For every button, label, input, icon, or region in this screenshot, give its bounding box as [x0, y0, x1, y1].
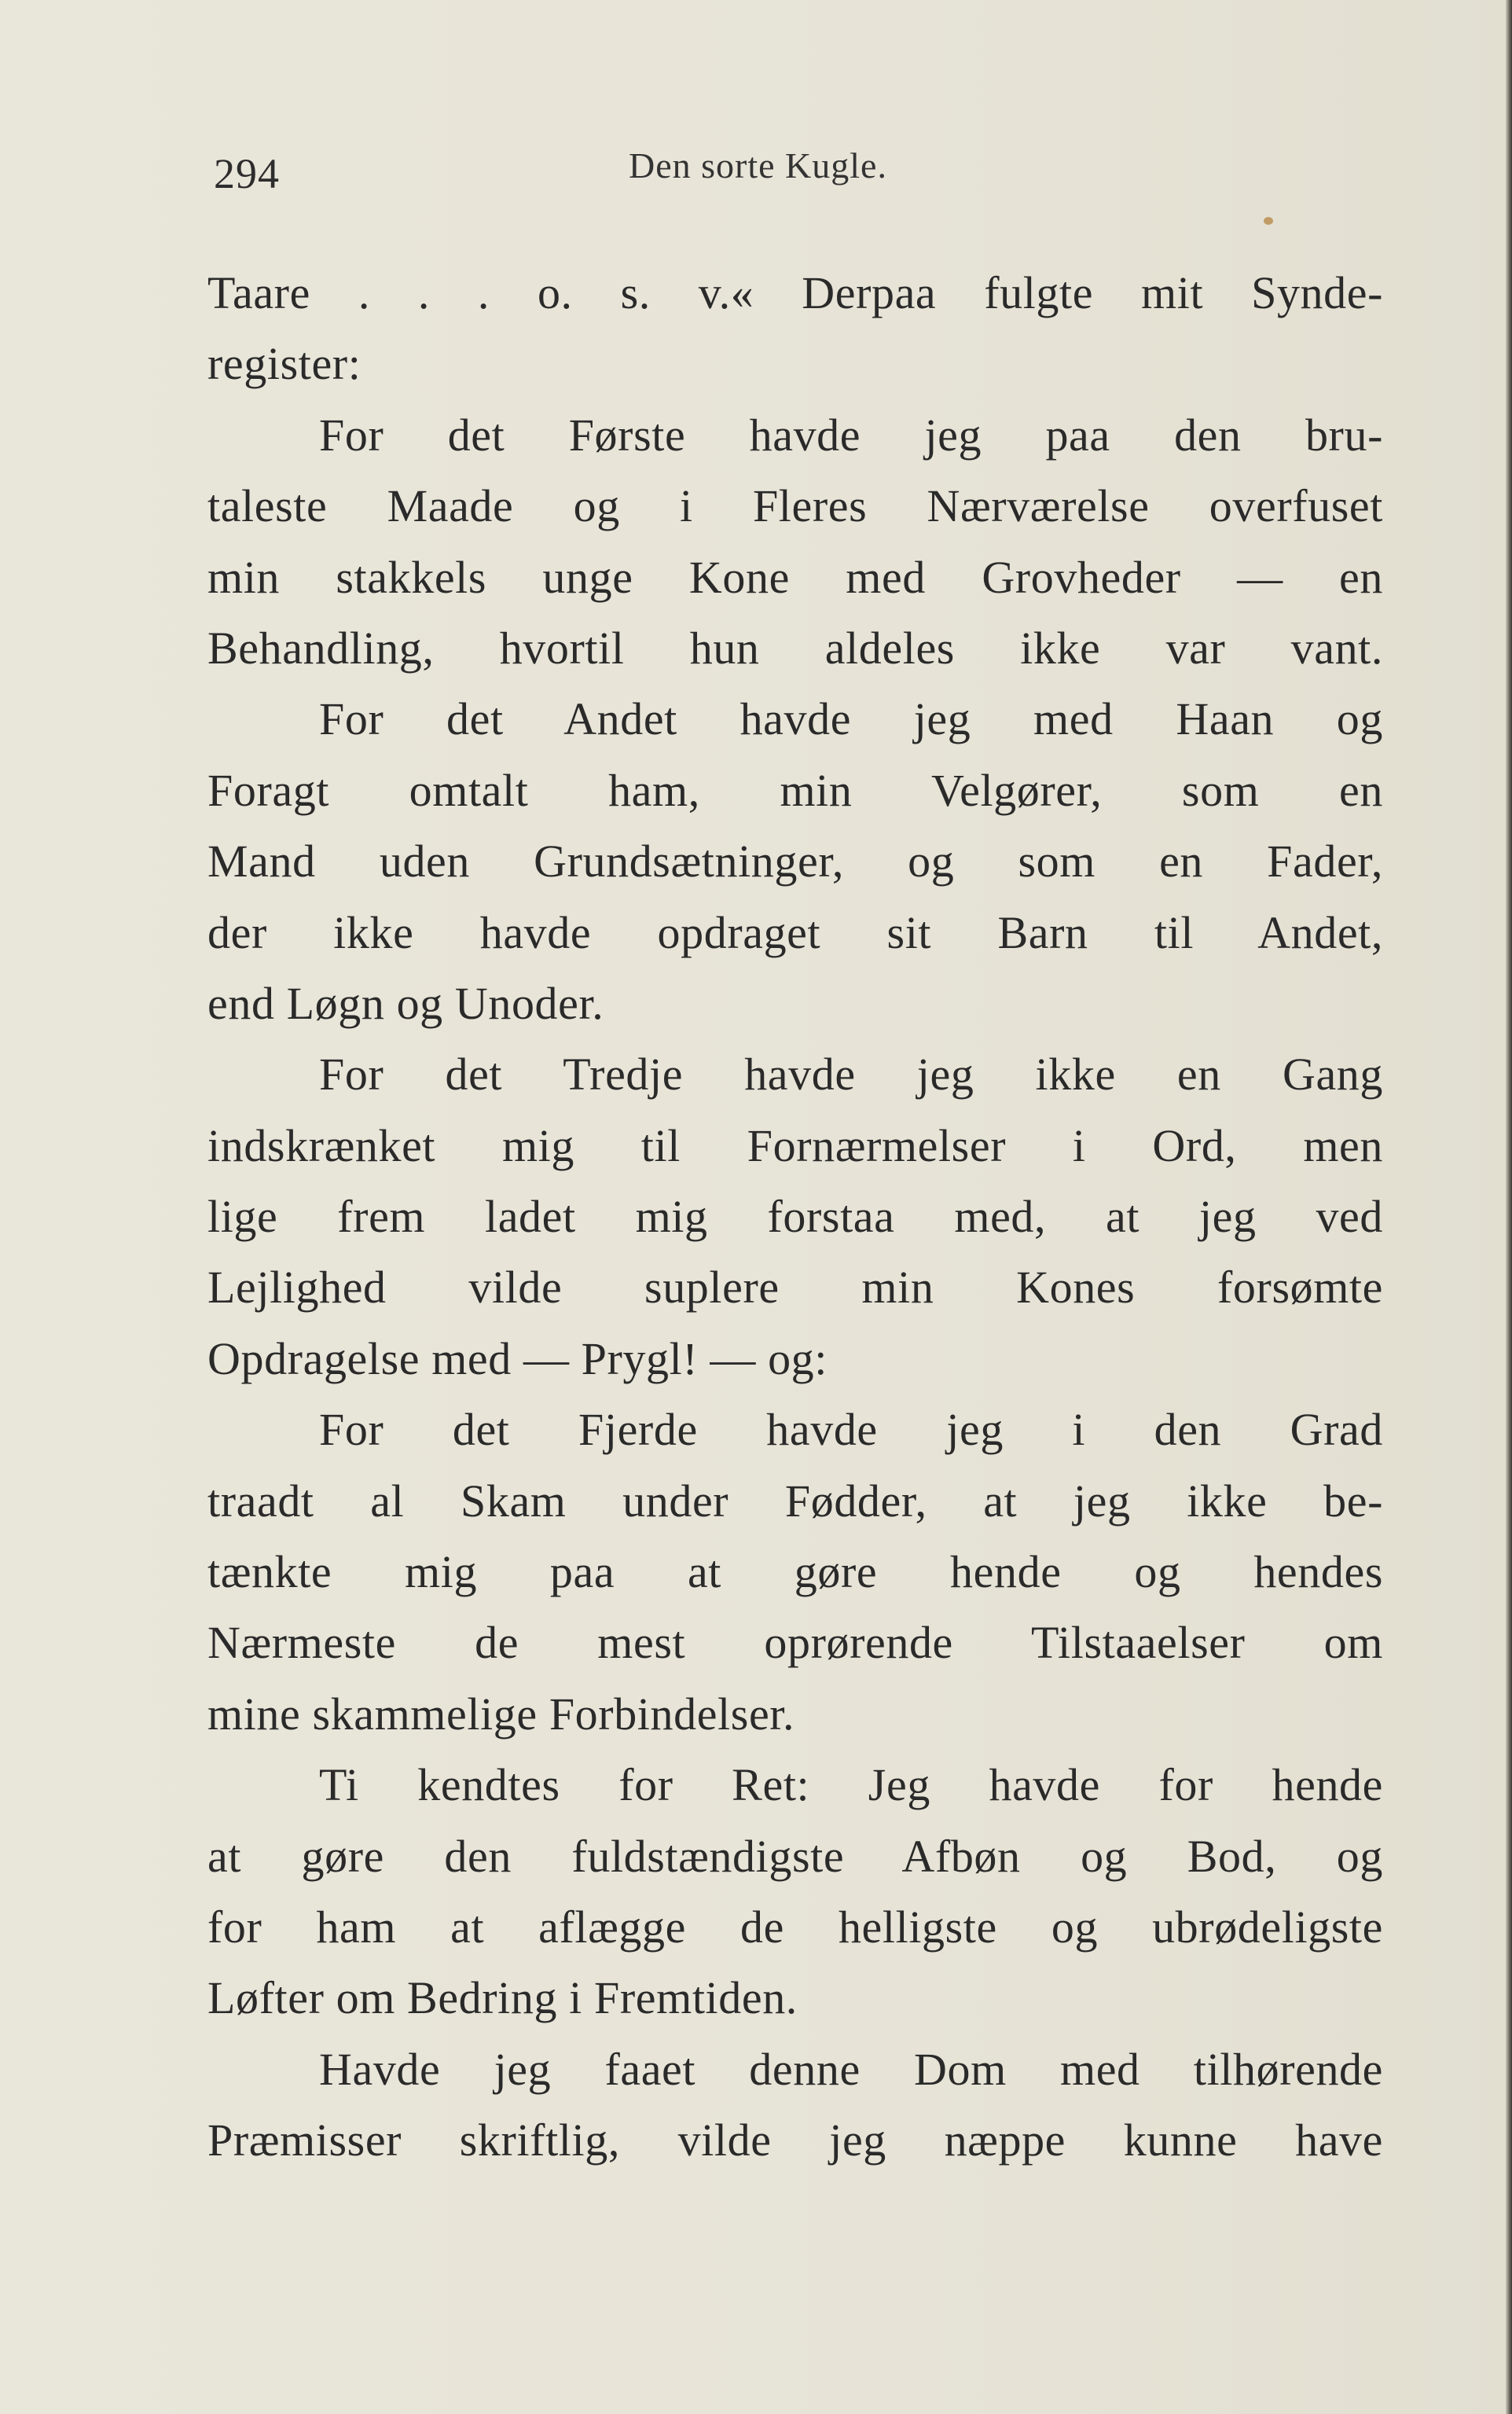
- text-line: Lejlighed vilde suplere min Kones forsømte: [207, 1262, 1383, 1314]
- page-header: [214, 143, 1393, 206]
- text-line: For det Første havde jeg paa den bru-: [319, 409, 1383, 461]
- text-line: Foragt omtalt ham, min Velgører, som en: [207, 764, 1383, 816]
- text-line: traadt al Skam under Fødder, at jeg ikke be-: [207, 1475, 1383, 1527]
- text-line: Præmisser skriftlig, vilde jeg næppe kunne have: [207, 2115, 1383, 2166]
- text-line: Løfter om Bedring i Fremtiden.: [207, 1972, 798, 2024]
- text-line: Mand uden Grundsætninger, og som en Fader,: [207, 836, 1383, 887]
- text-line: tænkte mig paa at gøre hende og hendes: [207, 1546, 1383, 1598]
- text-line: indskrænket mig til Fornærmelser i Ord, men: [207, 1119, 1383, 1171]
- text-line: register:: [207, 338, 361, 390]
- text-line: Ti kendtes for Ret: Jeg havde for hende: [319, 1759, 1383, 1811]
- text-line: Taare . . . o. s. v.« Derpaa fulgte mit Synde-: [207, 267, 1383, 318]
- text-line: Behandling, hvortil hun aldeles ikke var vant.: [207, 622, 1383, 674]
- text-line: Opdragelse med — Prygl! — og:: [207, 1332, 828, 1384]
- body-text: [207, 258, 1383, 2177]
- text-line: lige frem ladet mig forstaa med, at jeg ved: [207, 1191, 1383, 1243]
- ink-speck: [1264, 217, 1273, 225]
- running-title: Den sorte Kugle.: [629, 145, 887, 186]
- text-line: Nærmeste de mest oprørende Tilstaaelser om: [207, 1617, 1383, 1669]
- text-line: mine skammelige Forbindelser.: [207, 1688, 795, 1740]
- text-line: der ikke havde opdraget sit Barn til Andet,: [207, 906, 1383, 958]
- page-number: 294: [214, 150, 280, 197]
- text-line: For det Fjerde havde jeg i den Grad: [319, 1404, 1383, 1456]
- text-line: Havde jeg faaet denne Dom med tilhørende: [319, 2043, 1383, 2095]
- text-line: at gøre den fuldstændigste Afbøn og Bod, og: [207, 1830, 1383, 1882]
- text-line: taleste Maade og i Fleres Nærværelse overfuset: [207, 480, 1383, 532]
- text-line: For det Andet havde jeg med Haan og: [319, 693, 1383, 745]
- text-line: min stakkels unge Kone med Grovheder — en: [207, 551, 1383, 603]
- page-edge: [1506, 0, 1512, 2414]
- text-line: For det Tredje havde jeg ikke en Gang: [319, 1049, 1383, 1100]
- text-line: for ham at aflægge de helligste og ubrødeligste: [207, 1901, 1383, 1953]
- text-line: end Løgn og Unoder.: [207, 977, 604, 1029]
